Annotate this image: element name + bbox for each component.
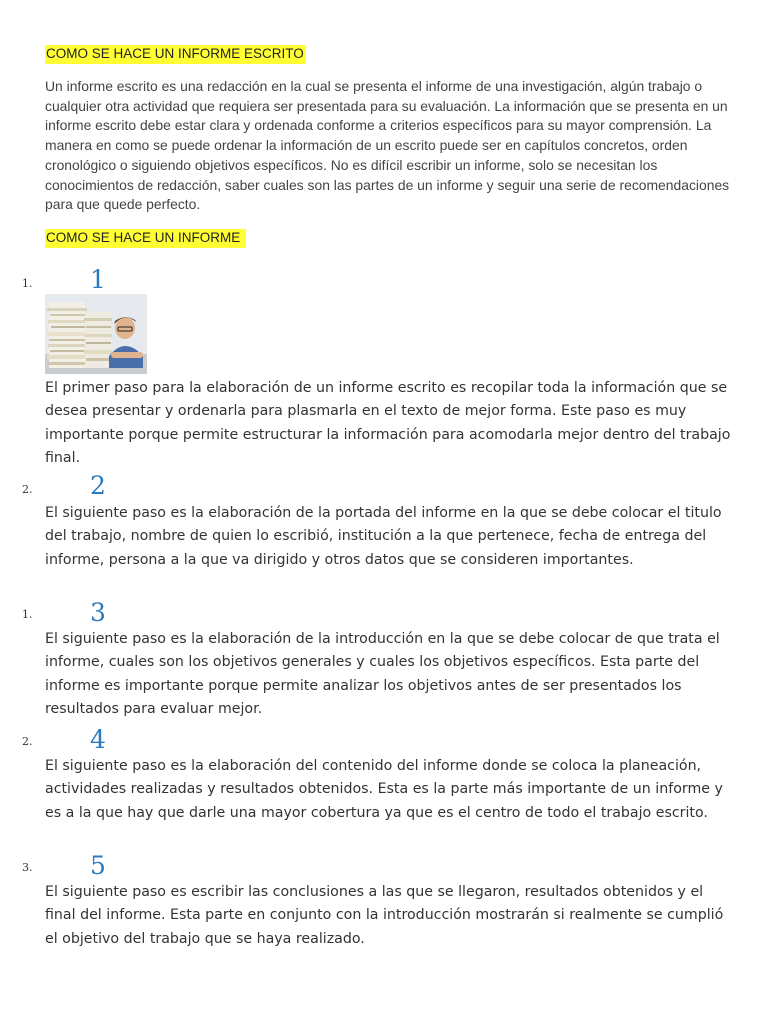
step-1-text: El primer paso para la elaboración de un informe escrito es recopilar toda la información que se desea presentar y ordenarla para plasmarla en el texto de mejor forma. Este paso es muy importante porque permite estructurar la información para acomodarla mejor dentro del trabajo final. (45, 380, 731, 466)
title-como-se-hace-informe: COMO SE HACE UN INFORME (45, 229, 246, 248)
big-number-step-5: 5 (90, 851, 106, 880)
office-worker-with-paper-stacks-image (45, 294, 147, 374)
big-number-step-3: 3 (90, 598, 106, 627)
title-como-se-hace-informe-escrito: COMO SE HACE UN INFORME ESCRITO (45, 45, 306, 64)
list-number-step-1: 1. (22, 277, 33, 290)
list-number-step-4: 2. (22, 735, 33, 748)
list-number-step-5: 3. (22, 861, 33, 874)
list-number-step-2: 2. (22, 483, 33, 496)
big-number-step-2: 2 (90, 471, 106, 500)
step-3-text: El siguiente paso es la elaboración de la introducción en la que se debe colocar de que trata el informe, cuales son los objetivos generales y cuales los objetivos específicos. Esta parte del informe es importante porque permite analizar los objetivos antes de ser presentados los resultados para evaluar mejor. (45, 631, 720, 717)
list-number-step-3: 1. (22, 608, 33, 621)
step-5-text: El siguiente paso es escribir las conclusiones a las que se llegaron, resultados obtenidos y el final del informe. Esta parte en conjunto con la introducción mostrarán si realmente se cumplió el objetivo del trabajo que se haya realizado. (45, 884, 724, 947)
step-2-text: El siguiente paso es la elaboración de la portada del informe en la que se debe colocar el titulo del trabajo, nombre de quien lo escribió, institución a la que pertenece, fecha de entrega del informe, persona a la que va dirigido y otros datos que se consideren importantes. (45, 505, 722, 568)
intro-paragraph: Un informe escrito es una redacción en la cual se presenta el informe de una investigación, algún trabajo o cualquier otra actividad que requiera ser presentada para su evaluación. La información que se presenta en un informe escrito debe estar clara y ordenada conforme a criterios específicos para su mayor comprensión. La manera en como se puede ordenar la información de un escrito puede ser en capítulos concretos, orden cronológico o siguiendo objetivos específicos. No es difícil escribir un informe, solo se necesitan los conocimientos de redacción, saber cuales son las partes de un informe y seguir una serie de recomendaciones para que quede perfecto. (45, 78, 730, 213)
step-4-text: El siguiente paso es la elaboración del contenido del informe donde se coloca la planeación, actividades realizadas y resultados obtenidos. Esta es la parte más importante de un informe y es a la que hay que darle una mayor cobertura ya que es el centro de todo el trabajo escrito. (45, 758, 723, 821)
big-number-step-1: 1 (90, 265, 106, 294)
big-number-step-4: 4 (90, 725, 106, 754)
